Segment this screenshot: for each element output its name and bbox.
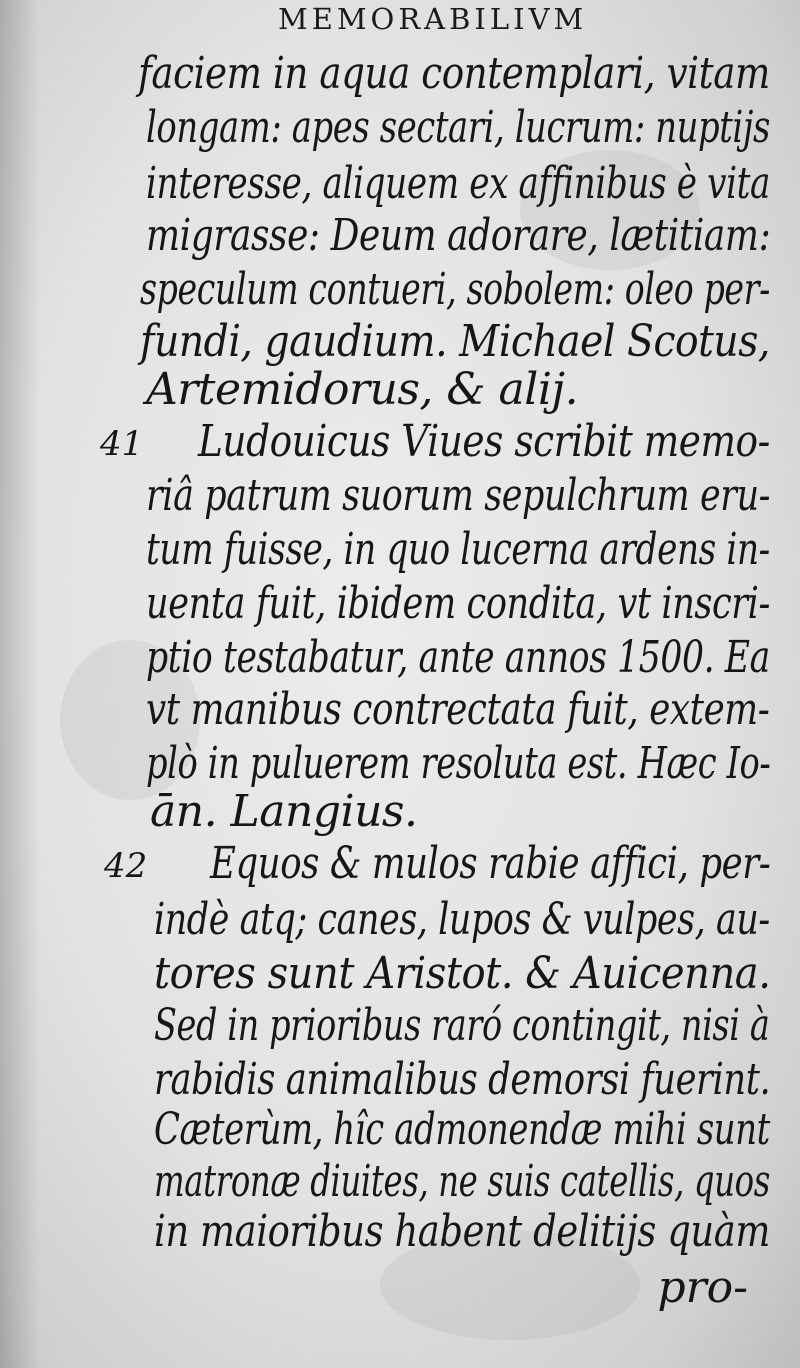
entry-number: 42 <box>104 846 148 886</box>
entry-number: 41 <box>100 424 144 464</box>
text-line: matronæ diuites, ne suis catellis, quos <box>154 1156 770 1207</box>
text-line: plò in puluerem resoluta est. Hæc Io- <box>146 738 771 789</box>
page-gutter-shadow <box>0 0 40 1368</box>
text-line: interesse, aliquem ex affinibus è vita <box>146 158 771 209</box>
text-line: faciem in aqua contemplari, vitam <box>138 48 770 99</box>
text-line: riâ patrum suorum sepulchrum eru- <box>146 470 771 521</box>
text-line: rabidis animalibus demorsi fuerint. <box>154 1054 771 1105</box>
text-line: ptio testabatur, ante annos 1500. Ea <box>146 632 770 683</box>
text-line: Ludouicus Viues scribit memo- <box>198 416 770 467</box>
running-head: MEMORABILIVM <box>278 2 588 36</box>
text-line: vt manibus contrectata fuit, extem- <box>146 684 770 735</box>
text-line: Equos & mulos rabie affici, per- <box>210 838 771 889</box>
text-line: Artemidorus, & alij. <box>146 364 579 415</box>
text-line: fundi, gaudium. Michael Scotus, <box>140 316 770 367</box>
text-line: Cæterùm, hîc admonendæ mihi sunt <box>154 1104 770 1155</box>
text-line: migrasse: Deum adorare, lætitiam: <box>146 210 771 261</box>
text-line: Sed in prioribus raró contingit, nisi à <box>154 1000 770 1051</box>
catchword: pro- <box>657 1262 748 1313</box>
text-line: ān. Langius. <box>150 786 418 837</box>
text-line: tores sunt Aristot. & Auicenna. <box>154 948 771 999</box>
text-line: speculum contueri, sobolem: oleo per- <box>140 264 771 315</box>
text-line: in maioribus habent delitijs quàm <box>154 1206 770 1257</box>
text-line: uenta fuit, ibidem condita, vt inscri- <box>146 578 770 629</box>
text-line: longam: apes sectari, lucrum: nuptijs <box>146 102 770 153</box>
text-line: tum fuisse, in quo lucerna ardens in- <box>146 524 770 575</box>
text-line: indè atq; canes, lupos & vulpes, au- <box>154 894 770 945</box>
